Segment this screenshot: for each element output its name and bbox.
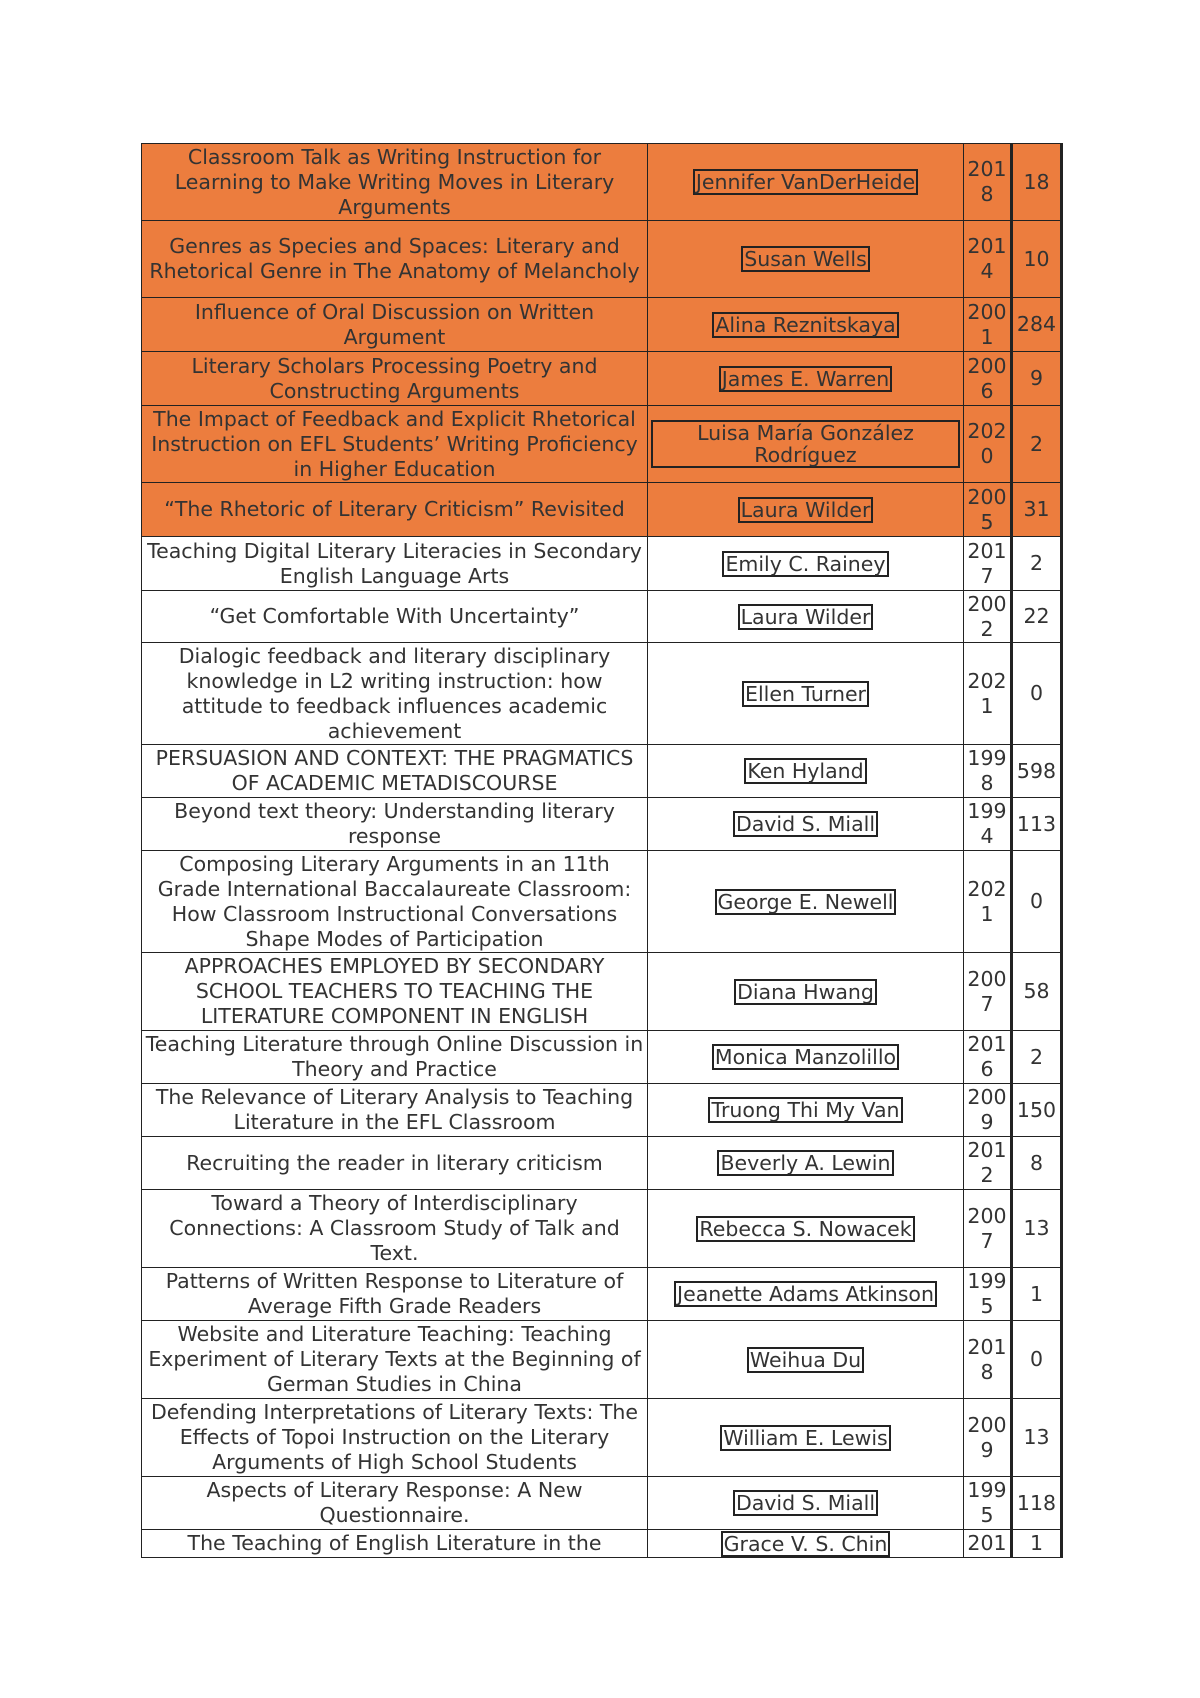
title-cell: Influence of Oral Discussion on Written Argument — [142, 298, 648, 352]
citations-cell: 13 — [1012, 1190, 1062, 1268]
year-cell: 1995 — [964, 1477, 1012, 1530]
author-cell — [648, 1321, 964, 1399]
table-row — [142, 953, 1062, 1031]
title-cell: Defending Interpretations of Literary Texts: The Effects of Topoi Instruction on the Literary Arguments of High School Students — [142, 1399, 648, 1477]
year-cell: 201 — [964, 1530, 1012, 1558]
author-link[interactable]: Jeanette Adams Atkinson — [674, 1281, 937, 1307]
author-cell — [648, 1137, 964, 1190]
author-cell — [648, 643, 964, 745]
year-cell: 2018 — [964, 144, 1012, 221]
table-row — [142, 1190, 1062, 1268]
table-row — [142, 221, 1062, 298]
author-link[interactable]: Laura Wilder — [738, 497, 874, 523]
title-cell: Recruiting the reader in literary criticism — [142, 1137, 648, 1190]
citations-cell: 113 — [1012, 798, 1062, 851]
title-cell: Toward a Theory of Interdisciplinary Connections: A Classroom Study of Talk and Text. — [142, 1190, 648, 1268]
year-cell: 1995 — [964, 1268, 1012, 1321]
year-cell: 2007 — [964, 953, 1012, 1031]
table-row — [142, 1477, 1062, 1530]
table-row — [142, 1321, 1062, 1399]
author-cell — [648, 851, 964, 953]
table-row — [142, 851, 1062, 953]
citations-cell: 1 — [1012, 1530, 1062, 1558]
title-cell: Genres as Species and Spaces: Literary and Rhetorical Genre in The Anatomy of Melancholy — [142, 221, 648, 298]
title-cell: Literary Scholars Processing Poetry and Constructing Arguments — [142, 352, 648, 406]
publications-table — [141, 143, 1063, 1558]
author-cell — [648, 483, 964, 537]
table-row — [142, 1268, 1062, 1321]
author-link[interactable]: Diana Hwang — [734, 979, 877, 1005]
author-link[interactable]: Ken Hyland — [744, 758, 866, 784]
year-cell: 2014 — [964, 221, 1012, 298]
author-link[interactable]: Beverly A. Lewin — [717, 1150, 893, 1176]
year-cell: 2005 — [964, 483, 1012, 537]
author-link[interactable]: Grace V. S. Chin — [721, 1531, 891, 1557]
year-cell: 2016 — [964, 1031, 1012, 1084]
year-cell: 2021 — [964, 851, 1012, 953]
title-cell: Website and Literature Teaching: Teaching Experiment of Literary Texts at the Beginning of German Studies in China — [142, 1321, 648, 1399]
citations-cell: 2 — [1012, 1031, 1062, 1084]
citations-cell: 58 — [1012, 953, 1062, 1031]
author-link[interactable]: William E. Lewis — [720, 1425, 890, 1451]
year-cell: 2009 — [964, 1399, 1012, 1477]
year-cell: 2018 — [964, 1321, 1012, 1399]
author-link[interactable]: Alina Reznitskaya — [712, 312, 898, 338]
table-row — [142, 745, 1062, 798]
author-link[interactable]: Susan Wells — [741, 246, 870, 272]
author-cell — [648, 1268, 964, 1321]
year-cell: 2001 — [964, 298, 1012, 352]
year-cell: 2009 — [964, 1084, 1012, 1137]
table-row — [142, 298, 1062, 352]
citations-cell: 2 — [1012, 537, 1062, 591]
citations-cell: 31 — [1012, 483, 1062, 537]
title-cell: Classroom Talk as Writing Instruction for Learning to Make Writing Moves in Literary Arguments — [142, 144, 648, 221]
citations-cell: 0 — [1012, 643, 1062, 745]
author-link[interactable]: Ellen Turner — [742, 681, 869, 707]
table-row — [142, 406, 1062, 483]
author-cell — [648, 352, 964, 406]
year-cell: 2017 — [964, 537, 1012, 591]
title-cell: Patterns of Written Response to Literature of Average Fifth Grade Readers — [142, 1268, 648, 1321]
author-link[interactable]: Jennifer VanDerHeide — [693, 169, 918, 195]
title-cell: Teaching Literature through Online Discussion in Theory and Practice — [142, 1031, 648, 1084]
author-cell — [648, 798, 964, 851]
title-cell: PERSUASION AND CONTEXT: THE PRAGMATICS OF ACADEMIC METADISCOURSE — [142, 745, 648, 798]
author-cell — [648, 953, 964, 1031]
author-link[interactable]: Monica Manzolillo — [712, 1044, 899, 1070]
title-cell: Dialogic feedback and literary disciplinary knowledge in L2 writing instruction: how attitude to feedback influences academic achievement — [142, 643, 648, 745]
citations-cell: 1 — [1012, 1268, 1062, 1321]
title-cell: The Impact of Feedback and Explicit Rhetorical Instruction on EFL Students’ Writing Proficiency in Higher Education — [142, 406, 648, 483]
author-link[interactable]: David S. Miall — [733, 1490, 878, 1516]
author-link[interactable]: George E. Newell — [715, 889, 897, 915]
table-row — [142, 591, 1062, 643]
title-cell: Aspects of Literary Response: A New Questionnaire. — [142, 1477, 648, 1530]
citations-cell: 10 — [1012, 221, 1062, 298]
title-cell: “The Rhetoric of Literary Criticism” Revisited — [142, 483, 648, 537]
year-cell: 2020 — [964, 406, 1012, 483]
author-cell — [648, 1530, 964, 1558]
title-cell: APPROACHES EMPLOYED BY SECONDARY SCHOOL TEACHERS TO TEACHING THE LITERATURE COMPONENT IN ENGLISH — [142, 953, 648, 1031]
table-row — [142, 1084, 1062, 1137]
table-row — [142, 1399, 1062, 1477]
title-cell: The Teaching of English Literature in the — [142, 1530, 648, 1558]
author-cell — [648, 745, 964, 798]
table-row — [142, 798, 1062, 851]
year-cell: 2007 — [964, 1190, 1012, 1268]
year-cell: 1994 — [964, 798, 1012, 851]
table-row — [142, 537, 1062, 591]
author-link[interactable]: Luisa María González Rodríguez — [651, 420, 960, 468]
author-cell — [648, 591, 964, 643]
citations-cell: 0 — [1012, 1321, 1062, 1399]
table-row — [142, 1031, 1062, 1084]
author-cell — [648, 1399, 964, 1477]
table-row — [142, 352, 1062, 406]
citations-cell: 2 — [1012, 406, 1062, 483]
year-cell: 2012 — [964, 1137, 1012, 1190]
table-row — [142, 1530, 1062, 1558]
citations-cell: 18 — [1012, 144, 1062, 221]
citations-cell: 22 — [1012, 591, 1062, 643]
citations-cell: 13 — [1012, 1399, 1062, 1477]
year-cell: 1998 — [964, 745, 1012, 798]
table-row — [142, 144, 1062, 221]
table-row — [142, 643, 1062, 745]
table-row — [142, 483, 1062, 537]
title-cell: Beyond text theory: Understanding literary response — [142, 798, 648, 851]
title-cell: “Get Comfortable With Uncertainty” — [142, 591, 648, 643]
citations-cell: 118 — [1012, 1477, 1062, 1530]
citations-cell: 0 — [1012, 851, 1062, 953]
author-link[interactable]: Weihua Du — [747, 1347, 864, 1373]
author-cell — [648, 221, 964, 298]
citations-cell: 8 — [1012, 1137, 1062, 1190]
author-cell — [648, 1084, 964, 1137]
author-cell — [648, 298, 964, 352]
year-cell: 2021 — [964, 643, 1012, 745]
title-cell: Composing Literary Arguments in an 11th Grade International Baccalaureate Classroom: How Classroom Instructional Conversations Shape Modes of Participation — [142, 851, 648, 953]
author-link[interactable]: James E. Warren — [719, 366, 893, 392]
author-cell — [648, 1031, 964, 1084]
author-cell — [648, 537, 964, 591]
author-link[interactable]: Rebecca S. Nowacek — [696, 1216, 914, 1242]
year-cell: 2006 — [964, 352, 1012, 406]
author-link[interactable]: Emily C. Rainey — [722, 551, 888, 577]
author-cell — [648, 144, 964, 221]
year-cell: 2002 — [964, 591, 1012, 643]
author-cell — [648, 1190, 964, 1268]
author-link[interactable]: Laura Wilder — [738, 604, 874, 630]
author-link[interactable]: Truong Thi My Van — [708, 1097, 902, 1123]
citations-cell: 150 — [1012, 1084, 1062, 1137]
citations-cell: 284 — [1012, 298, 1062, 352]
table-body — [142, 144, 1062, 1558]
table-row — [142, 1137, 1062, 1190]
title-cell: Teaching Digital Literary Literacies in Secondary English Language Arts — [142, 537, 648, 591]
author-cell — [648, 1477, 964, 1530]
author-cell — [648, 406, 964, 483]
author-link[interactable]: David S. Miall — [733, 811, 878, 837]
citations-cell: 9 — [1012, 352, 1062, 406]
citations-cell: 598 — [1012, 745, 1062, 798]
title-cell: The Relevance of Literary Analysis to Teaching Literature in the EFL Classroom — [142, 1084, 648, 1137]
